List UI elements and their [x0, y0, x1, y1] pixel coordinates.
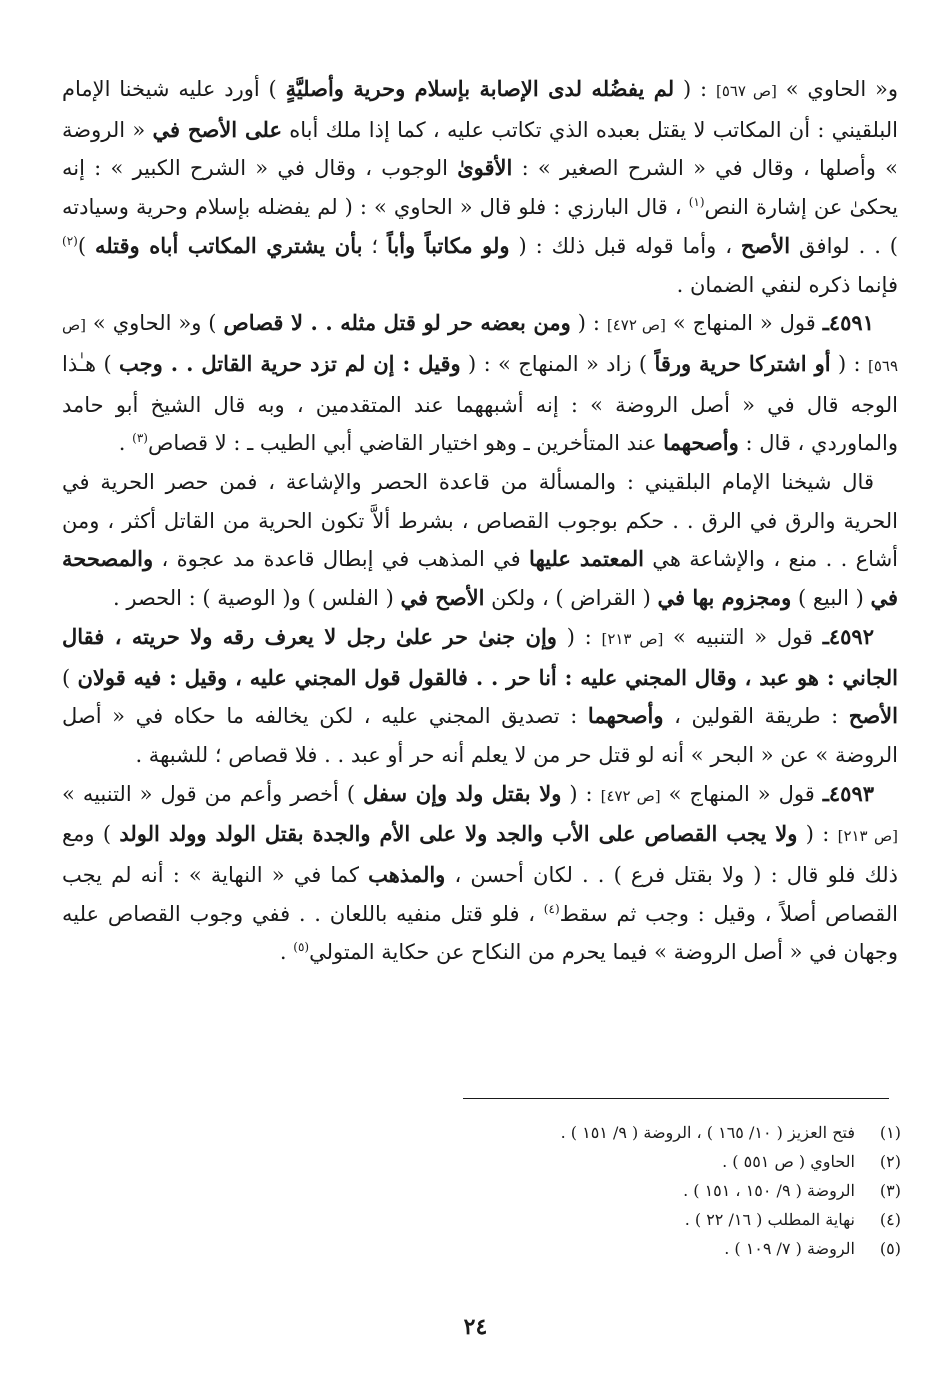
bold-text: بأن يشتري المكاتب أباه وقتله	[94, 232, 363, 258]
text-run: : (	[674, 77, 716, 101]
paragraph	[62, 70, 898, 304]
footnote	[201, 1205, 901, 1234]
text-run: قول « التنبيه »	[663, 624, 823, 649]
footnote-ref: (٢)	[62, 233, 78, 248]
bold-text: لم يفضُله لدى الإصابة بإسلام وحرية وأصليَّةٍ	[285, 76, 675, 101]
page-ref: [ص ٥٦٩]	[62, 316, 898, 375]
text-run: ، فلو قتل منفيه باللعان . . ففي وجوب القصاص عليه وجهان في « أصل الروضة » فيما يحرم من النكاح عن حكاية المتولي	[62, 901, 898, 965]
footnote-text: الروضة ( ٧/ ١٠٩ ) .	[724, 1239, 855, 1258]
bold-text: الأصح في	[400, 585, 485, 611]
text-run: : (	[561, 781, 601, 806]
footnote-number: (٥)	[879, 1239, 901, 1258]
text-run: : طريقة القولين ،	[663, 704, 849, 729]
bold-text: الأقوىٰ	[457, 155, 513, 181]
text-run: ؛	[362, 233, 387, 258]
footnote-ref: (٣)	[132, 431, 148, 446]
bold-text: ٤٥٩٣ـ	[822, 780, 875, 806]
text-run: )	[62, 665, 78, 690]
page-ref: [ص ٥٦٧]	[715, 82, 777, 100]
text-run: ) هـٰذا الوجه قال في « أصل الروضة » : إنه أشبههما عند المتقدمين ، وبه قال الشيخ أبو حامد والماوردي ، قال :	[62, 351, 898, 456]
text-run: : تصديق المجني عليه ، لكن يخالفه ما حكاه في « أصل الروضة » عن « البحر » أنه لو قتل حر من لا يعلم أنه حر أو عبد . . فلا قصاص ؛ للشبهة .	[62, 704, 898, 767]
text-run: .	[118, 431, 133, 456]
footnote-number: (١)	[879, 1123, 901, 1142]
page-ref: [ص ٢١٣]	[601, 629, 664, 648]
bold-text: أو اشتركا حرية ورقاً	[654, 350, 831, 376]
footnote	[201, 1234, 901, 1263]
paragraph	[62, 304, 898, 463]
bold-text: وأصحهما	[587, 703, 664, 729]
text-run: ( القراض ) ، ولكن	[484, 586, 658, 611]
bold-text: والمذهب	[368, 862, 446, 888]
page-number: ٢٤	[463, 1314, 488, 1340]
text-run: ) أخصر وأعم من قول « التنبيه »	[62, 781, 364, 806]
footnote	[201, 1176, 901, 1205]
page-ref: [ص ٤٧٢]	[606, 316, 666, 335]
text-run: ، وأما قوله قبل ذلك : (	[509, 233, 741, 258]
footnote-text: نهاية المطلب ( ١٦/ ٢٢ ) .	[684, 1210, 855, 1229]
footnote-number: (٣)	[879, 1181, 901, 1200]
footnote-text: الحاوي ( ص ٥٥١ ) .	[722, 1152, 855, 1171]
text-run: قول « المنهاج »	[660, 781, 823, 806]
bold-text: ولا بقتل ولد وإن سفل	[363, 780, 562, 806]
footnote-separator	[463, 1098, 889, 1099]
footnote-number: (٤)	[879, 1210, 901, 1229]
bold-text: على الأصح في	[152, 116, 282, 142]
bold-text: وقيل : إن لم تزد حرية القاتل . . وجب	[119, 350, 461, 376]
main-text	[62, 70, 898, 972]
text-run: ) أورد عليه شيخنا الإمام البلقيني : أن المكاتب لا يقتل بعبده الذي تكاتب عليه ، كما إذا ملك أباه	[62, 77, 898, 142]
paragraph	[62, 775, 898, 973]
text-run: : (	[570, 311, 607, 336]
text-run: كما في « النهاية » : أنه لم يجب القصاص أصلاً ، وقيل : وجب ثم سقط	[62, 863, 898, 926]
text-run: عند المتأخرين ـ وهو اختيار القاضي أبي الطيب ـ : لا قصاص	[147, 431, 664, 456]
text-run: : (	[556, 624, 602, 649]
text-run: قال شيخنا الإمام البلقيني : والمسألة من قاعدة الحصر والإشاعة ، فمن حصر الحرية في الحرية والرق في الرق . . حكم بوجوب القصاص ، بشرط ألاَّ تكون الحرية من القاتل أكثر ، ومن أشاع . . منع ، والإشاعة هي	[62, 470, 899, 572]
bold-text: المعتمد عليها	[529, 546, 644, 572]
text-run: في المذهب في إبطال قاعدة مد عجوة ،	[153, 547, 530, 572]
bold-text: ومجزوم بها في	[657, 585, 792, 611]
page-ref: [ص ٤٧٢]	[600, 786, 661, 805]
text-run: الوجوب ، وقال في « الشرح الكبير » : إنه يحكىٰ عن إشارة النص	[62, 156, 898, 220]
bold-text: الأصح	[740, 232, 791, 258]
bold-text: والمصححة في	[62, 546, 898, 611]
text-run: « الروضة » وأصلها ، وقال في « الشرح الصغير » :	[62, 117, 898, 181]
footnote-ref: (٤)	[543, 901, 560, 916]
bold-text: وإن جنىٰ حر علىٰ رجل لا يعرف رقه ولا حريته ، فقال الجاني : هو عبد ، وقال المجني عليه : أنا حر . . فالقول قول المجني عليه ، وقيل : فيه قولان	[62, 623, 899, 690]
bold-text: وأصحهما	[663, 430, 739, 456]
paragraph	[62, 463, 898, 618]
text-run: .	[279, 940, 294, 965]
footnotes-list	[201, 1118, 901, 1263]
text-run: ( البيع )	[791, 586, 871, 611]
bold-text: ٤٥٩١ـ	[822, 310, 874, 336]
bold-text: ولو مكاتباً وأباً	[386, 232, 510, 258]
footnote	[201, 1147, 901, 1176]
text-run: : (	[830, 351, 868, 376]
footnote	[201, 1118, 901, 1147]
text-run: فإنما ذكره لنفي الضمان .	[676, 272, 898, 297]
bold-text: الأصح	[848, 703, 898, 729]
text-run: ( الفلس ) و( الوصية ) : الحصر .	[113, 586, 401, 611]
bold-text: ٤٥٩٢ـ	[822, 623, 874, 649]
page-ref: [ص ٢١٣]	[837, 827, 898, 846]
footnote-text: فتح العزيز ( ١٠/ ١٦٥ ) ، الروضة ( ٩/ ١٥١ ) .	[560, 1123, 855, 1142]
paragraph	[62, 618, 898, 775]
text-run: ) ومع ذلك فلو قال : ( ولا بقتل فرع ) . . لكان أحسن ،	[62, 822, 899, 888]
bold-text: ولا يجب القصاص على الأب والجد ولا على الأم والجدة بقتل الولد وولد الولد	[119, 821, 798, 847]
page-body	[62, 70, 898, 972]
footnote-text: الروضة ( ٩/ ١٥٠ ، ١٥١ ) .	[683, 1181, 855, 1200]
text-run: قول « المنهاج »	[665, 311, 823, 336]
text-run: ، قال البارزي : فلو قال « الحاوي » : ( لم يفضله بإسلام وحرية وسيادته ) . . لوافق	[62, 195, 898, 258]
footnote-number: (٢)	[879, 1152, 901, 1171]
text-run: ) زاد « المنهاج » : (	[460, 351, 655, 376]
text-run: : (	[797, 822, 838, 847]
text-run: )	[77, 233, 95, 258]
footnote-ref: (١)	[688, 195, 705, 210]
bold-text: ومن بعضه حر لو قتل مثله . . لا قصاص	[223, 310, 571, 336]
text-run: ) و« الحاوي »	[86, 311, 224, 336]
text-run: و« الحاوي »	[776, 77, 898, 101]
footnote-ref: (٥)	[293, 940, 310, 955]
